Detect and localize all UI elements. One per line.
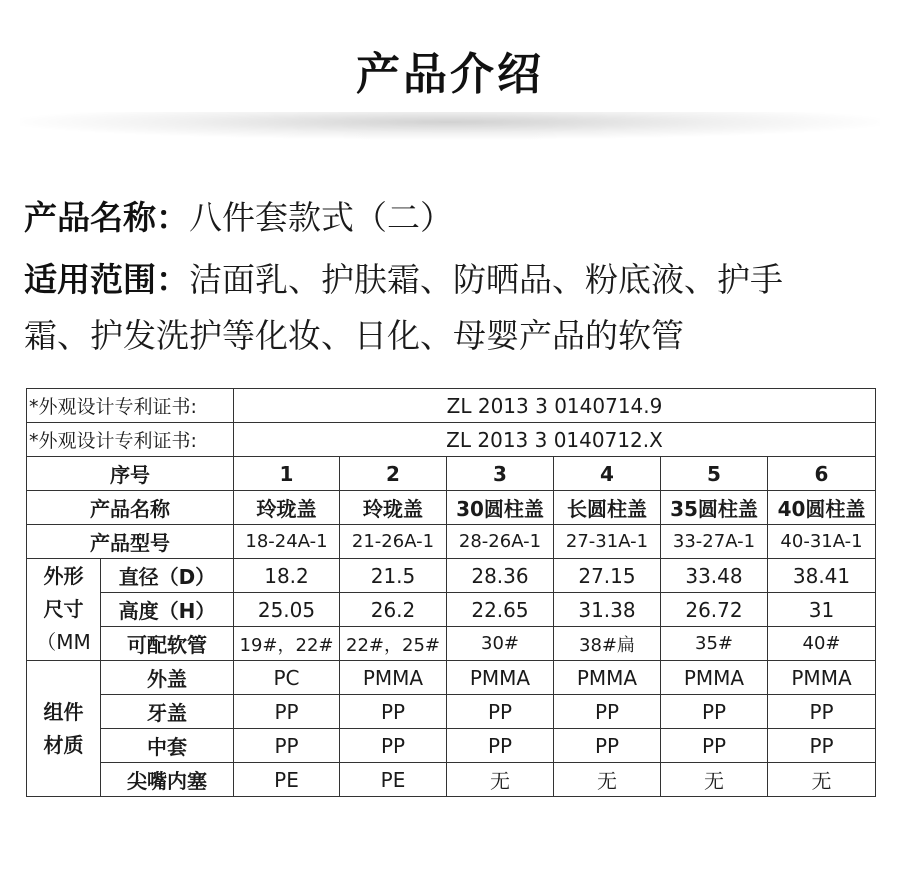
serial-label: 序号 (27, 457, 234, 491)
outer-cap-cell: PMMA (340, 661, 447, 695)
spec-table (26, 388, 876, 797)
name-row (27, 491, 876, 525)
patent-row-2 (27, 423, 876, 457)
height-cell: 22.65 (447, 593, 554, 627)
usage-label: 适用范围： (24, 260, 189, 299)
material-group-line-1: 组件 (43, 699, 84, 724)
thread-cap-cell: PP (661, 695, 768, 729)
material-group-line-2: 材质 (43, 732, 84, 757)
usage-value-1: 洁面乳、护肤霜、防晒品、粉底液、护手 (189, 260, 783, 299)
patent-row-1 (27, 389, 876, 423)
serial-cell: 1 (234, 457, 340, 491)
dimensions-group-label (27, 559, 101, 661)
height-cell: 25.05 (234, 593, 340, 627)
usage-value-2: 霜、护发洗护等化妆、日化、母婴产品的软管 (24, 316, 684, 355)
plug-cell: 无 (554, 763, 661, 797)
name-cell: 玲珑盖 (234, 491, 340, 525)
serial-row (27, 457, 876, 491)
sleeve-cell: PP (661, 729, 768, 763)
patent-number-2: ZL 2013 3 0140712.X (234, 423, 876, 457)
sleeve-row (27, 729, 876, 763)
outer-cap-cell: PMMA (768, 661, 876, 695)
plug-cell: 无 (447, 763, 554, 797)
tube-row (27, 627, 876, 661)
page-title: 产品介绍 (356, 49, 544, 100)
thread-cap-label: 牙盖 (101, 695, 234, 729)
model-cell: 40-31A-1 (768, 525, 876, 559)
tube-label: 可配软管 (101, 627, 234, 661)
height-cell: 26.2 (340, 593, 447, 627)
thread-cap-cell: PP (554, 695, 661, 729)
height-row (27, 593, 876, 627)
diameter-cell: 38.41 (768, 559, 876, 593)
dimensions-group-line-1: 外形 (43, 564, 84, 588)
model-cell: 33-27A-1 (661, 525, 768, 559)
serial-cell: 6 (768, 457, 876, 491)
outer-cap-cell: PMMA (661, 661, 768, 695)
sleeve-cell: PP (768, 729, 876, 763)
sleeve-label: 中套 (101, 729, 234, 763)
model-label: 产品型号 (27, 525, 234, 559)
title-divider-shadow (20, 112, 880, 152)
usage-line (24, 260, 783, 300)
diameter-cell: 27.15 (554, 559, 661, 593)
thread-cap-cell: PP (447, 695, 554, 729)
height-cell: 31.38 (554, 593, 661, 627)
name-cell: 40圆柱盖 (768, 491, 876, 525)
serial-cell: 3 (447, 457, 554, 491)
sleeve-cell: PP (447, 729, 554, 763)
outer-cap-cell: PMMA (447, 661, 554, 695)
tube-cell: 22#，25# (340, 627, 447, 661)
tube-cell: 19#，22# (234, 627, 340, 661)
diameter-cell: 33.48 (661, 559, 768, 593)
model-cell: 21-26A-1 (340, 525, 447, 559)
name-label: 产品名称 (27, 491, 234, 525)
diameter-cell: 28.36 (447, 559, 554, 593)
model-cell: 27-31A-1 (554, 525, 661, 559)
tube-cell: 35# (661, 627, 768, 661)
tube-cell: 40# (768, 627, 876, 661)
outer-cap-cell: PMMA (554, 661, 661, 695)
outer-cap-label: 外盖 (101, 661, 234, 695)
sleeve-cell: PP (554, 729, 661, 763)
patent-label-2: *外观设计专利证书: (27, 423, 234, 457)
tube-cell: 30# (447, 627, 554, 661)
thread-cap-row (27, 695, 876, 729)
model-cell: 18-24A-1 (234, 525, 340, 559)
product-name-label: 产品名称： (24, 198, 189, 237)
dimensions-group-line-2: 尺寸 (43, 597, 84, 621)
patent-label-1: *外观设计专利证书: (27, 389, 234, 423)
plug-cell: PE (340, 763, 447, 797)
dimensions-group-line-3: （MM (36, 630, 91, 654)
product-name-value: 八件套款式（二） (189, 198, 453, 237)
outer-cap-row (27, 661, 876, 695)
height-cell: 26.72 (661, 593, 768, 627)
thread-cap-cell: PP (768, 695, 876, 729)
height-label: 高度（H） (101, 593, 234, 627)
diameter-row (27, 559, 876, 593)
thread-cap-cell: PP (234, 695, 340, 729)
outer-cap-cell: PC (234, 661, 340, 695)
serial-cell: 2 (340, 457, 447, 491)
sleeve-cell: PP (234, 729, 340, 763)
diameter-cell: 21.5 (340, 559, 447, 593)
name-cell: 30圆柱盖 (447, 491, 554, 525)
tube-cell: 38#扁 (554, 627, 661, 661)
product-name-line (24, 198, 453, 238)
name-cell: 玲珑盖 (340, 491, 447, 525)
sleeve-cell: PP (340, 729, 447, 763)
model-cell: 28-26A-1 (447, 525, 554, 559)
serial-cell: 4 (554, 457, 661, 491)
plug-cell: 无 (661, 763, 768, 797)
plug-cell: 无 (768, 763, 876, 797)
serial-cell: 5 (661, 457, 768, 491)
thread-cap-cell: PP (340, 695, 447, 729)
name-cell: 35圆柱盖 (661, 491, 768, 525)
usage-line-continued (24, 316, 684, 356)
material-group-label (27, 661, 101, 797)
model-row (27, 525, 876, 559)
plug-cell: PE (234, 763, 340, 797)
patent-number-1: ZL 2013 3 0140714.9 (234, 389, 876, 423)
plug-label: 尖嘴内塞 (101, 763, 234, 797)
height-cell: 31 (768, 593, 876, 627)
plug-row (27, 763, 876, 797)
name-cell: 长圆柱盖 (554, 491, 661, 525)
diameter-label: 直径（D） (101, 559, 234, 593)
diameter-cell: 18.2 (234, 559, 340, 593)
